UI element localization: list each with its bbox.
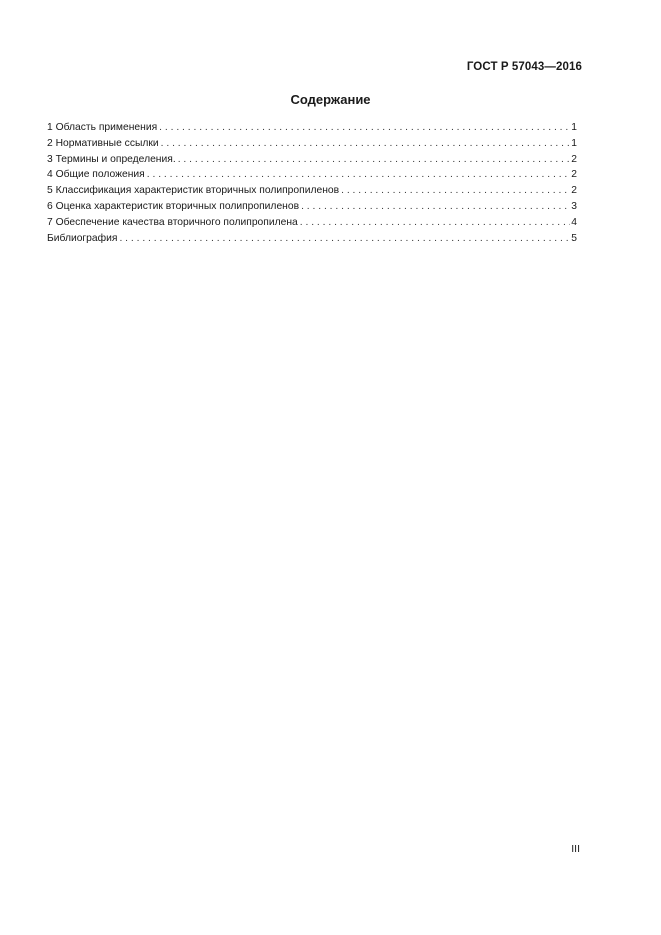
toc-title: Содержание (290, 92, 371, 107)
toc-entry-label: 4 Общие положения (47, 169, 145, 181)
toc-leader-dots (159, 120, 570, 136)
toc-leader-dots (161, 136, 571, 152)
toc-entry-label: 1 Область применения (47, 122, 158, 133)
toc-entry-label: 2 Нормативные ссылки (47, 137, 159, 149)
toc-entry[interactable] (47, 167, 577, 183)
toc-entry-label: 3 Термины и определения. (47, 153, 176, 165)
toc-entry[interactable] (47, 136, 577, 152)
toc-entry-label: Библиография (47, 232, 118, 244)
toc-entry-page: 2 (571, 153, 577, 165)
toc-leader-dots (178, 152, 571, 168)
toc-entry-page: 2 (571, 185, 577, 197)
document-code: ГОСТ Р 57043—2016 (466, 61, 582, 73)
toc-entry[interactable] (47, 231, 577, 247)
toc-entry-label: 5 Классификация характеристик вторичных полипропиленов (47, 185, 340, 197)
toc-leader-dots (147, 167, 571, 183)
toc-entry[interactable] (47, 199, 577, 215)
toc-entry-page: 2 (571, 169, 577, 181)
toc-entry[interactable] (47, 215, 577, 231)
toc-entry-label: 6 Оценка характеристик вторичных полипропиленов (47, 200, 300, 212)
toc-leader-dots (341, 183, 570, 199)
toc-entry-page: 5 (571, 232, 577, 244)
toc-entry[interactable] (47, 183, 577, 199)
toc-entry-page: 1 (571, 137, 577, 149)
page-number: III (571, 843, 580, 855)
toc-entry-page: 4 (571, 216, 577, 228)
toc-leader-dots (119, 231, 570, 247)
table-of-contents (47, 120, 577, 246)
toc-entry-page: 3 (571, 200, 577, 212)
toc-entry-label: 7 Обеспечение качества вторичного полипропилена (47, 216, 298, 228)
toc-entry-page: 1 (571, 122, 577, 133)
toc-leader-dots (300, 215, 571, 231)
toc-entry[interactable] (47, 152, 577, 168)
toc-entry[interactable] (47, 120, 577, 136)
toc-leader-dots (301, 199, 570, 215)
